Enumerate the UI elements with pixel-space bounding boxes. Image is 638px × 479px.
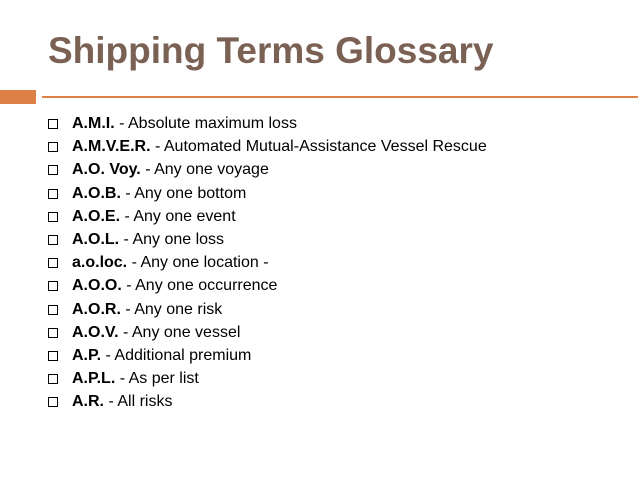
list-item xyxy=(48,390,487,413)
hollow-square-bullet-icon xyxy=(48,142,58,152)
list-item xyxy=(48,298,487,321)
hollow-square-bullet-icon xyxy=(48,305,58,315)
list-item xyxy=(48,112,487,135)
hollow-square-bullet-icon xyxy=(48,189,58,199)
list-item xyxy=(48,344,487,367)
term-abbreviation: a.o.loc. xyxy=(72,254,128,272)
hollow-square-bullet-icon xyxy=(48,212,58,222)
term-definition: - Automated Mutual-Assistance Vessel Rescue xyxy=(150,138,487,156)
term-abbreviation: A.O.L. xyxy=(72,230,120,248)
term-abbreviation: A.P.L. xyxy=(72,370,116,388)
term-definition: - Any one loss xyxy=(119,230,225,248)
term-definition: - Any one occurrence xyxy=(121,277,278,295)
term-definition: - Absolute maximum loss xyxy=(114,115,297,132)
list-item xyxy=(48,228,487,251)
glossary-list xyxy=(48,112,487,413)
list-item xyxy=(48,205,487,228)
term-definition: - As per list xyxy=(115,370,199,388)
term-definition: - Any one vessel xyxy=(118,323,241,341)
title-accent-block xyxy=(0,90,36,104)
list-item xyxy=(48,274,487,297)
term-abbreviation: A.M.I. xyxy=(72,115,115,132)
title-divider-line xyxy=(42,96,638,98)
term-definition: - Any one bottom xyxy=(120,184,247,202)
term-abbreviation: A.O.R. xyxy=(72,300,121,318)
hollow-square-bullet-icon xyxy=(48,281,58,291)
hollow-square-bullet-icon xyxy=(48,235,58,245)
hollow-square-bullet-icon xyxy=(48,351,58,361)
term-definition: - Any one risk xyxy=(120,300,223,318)
slide-title: Shipping Terms Glossary xyxy=(48,30,494,71)
hollow-square-bullet-icon xyxy=(48,119,58,129)
list-item xyxy=(48,158,487,181)
list-item xyxy=(48,135,487,158)
term-abbreviation: A.M.V.E.R. xyxy=(72,138,151,156)
list-item xyxy=(48,321,487,344)
term-abbreviation: A.O.O. xyxy=(72,277,122,295)
term-abbreviation: A.R. xyxy=(72,393,104,411)
term-definition: - Any one event xyxy=(120,207,236,225)
list-item xyxy=(48,367,487,390)
term-abbreviation: A.O.E. xyxy=(72,207,121,225)
hollow-square-bullet-icon xyxy=(48,328,58,338)
term-definition: - Any one voyage xyxy=(140,161,269,179)
term-abbreviation: A.O. Voy. xyxy=(72,161,141,179)
hollow-square-bullet-icon xyxy=(48,258,58,268)
term-abbreviation: A.O.B. xyxy=(72,184,121,202)
term-definition: - All risks xyxy=(104,393,173,411)
term-definition: - Additional premium xyxy=(101,346,252,364)
term-definition: - Any one location - xyxy=(127,254,269,272)
list-item xyxy=(48,251,487,274)
list-item xyxy=(48,182,487,205)
term-abbreviation: A.P. xyxy=(72,346,102,364)
term-abbreviation: A.O.V. xyxy=(72,323,119,341)
hollow-square-bullet-icon xyxy=(48,374,58,384)
hollow-square-bullet-icon xyxy=(48,165,58,175)
hollow-square-bullet-icon xyxy=(48,397,58,407)
